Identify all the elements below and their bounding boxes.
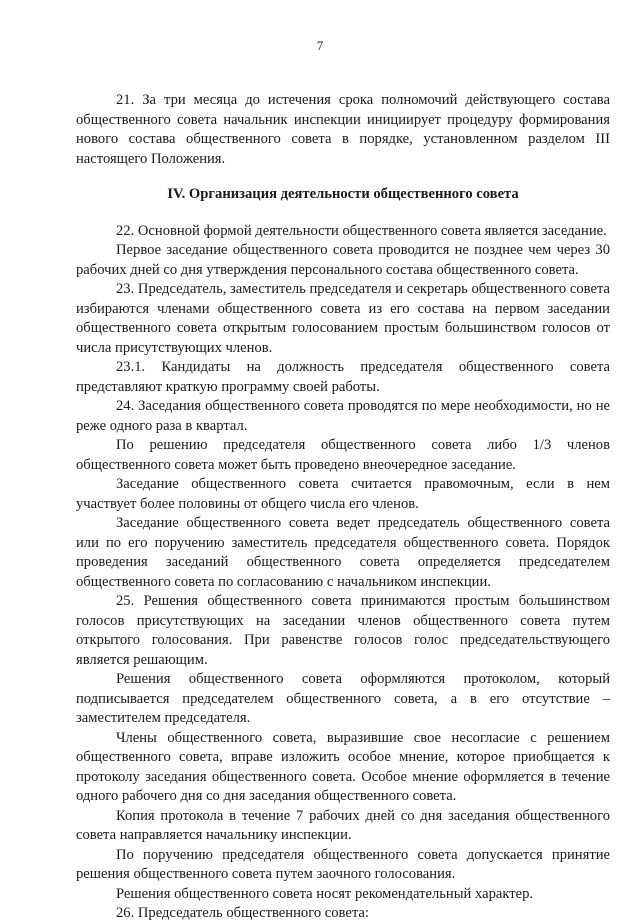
paragraph-22: 22. Основной формой деятельности общественного совета является заседание.: [116, 222, 607, 239]
paragraph-23: 23. Председатель, заместитель председателя и секретарь общественного совета избираются членами общественного совета из его состава на первом заседании общественного совета открытым голосованием простым большинством голосов от числа присутствующих членов.: [76, 281, 610, 356]
paragraph-25-copy: Копия протокола в течение 7 рабочих дней со дня заседания общественного совета направляется начальнику инспекции.: [76, 807, 610, 843]
document-body: [76, 91, 610, 924]
paragraph-24-quorum: Заседание общественного совета считается правомочным, если в нем участвует более половины от общего числа его членов.: [76, 476, 610, 512]
page-number: 7: [316, 38, 324, 53]
paragraph-25-advisory: Решения общественного совета носят рекомендательный характер.: [116, 885, 534, 902]
paragraph-25-absentee-vote: По поручению председателя общественного совета допускается принятие решения общественного совета путем заочного голосования.: [76, 846, 610, 882]
paragraph-25-dissent: Члены общественного совета, выразившие свое несогласие с решением общественного совета, вправе изложить особое мнение, которое приобщается к протоколу заседания общественного совета. Особое мнение оформляется в течение одного рабочего дня со дня заседания общественного совета.: [76, 729, 610, 804]
paragraph-22-first-meeting: Первое заседание общественного совета проводится не позднее чем через 30 рабочих дней со дня утверждения персонального состава общественного совета.: [76, 242, 610, 278]
paragraph-24-chairing: Заседание общественного совета ведет председатель общественного совета или по его поручению заместитель председателя общественного совета. Порядок проведения заседаний общественного совета определяется председателем общественного совета по согласованию с начальником инспекции.: [76, 515, 610, 590]
paragraph-25: 25. Решения общественного совета принимаются простым большинством голосов присутствующих на заседании членов общественного совета путем открытого голосования. При равенстве голосов голос председательствующего является решающим.: [76, 593, 610, 668]
paragraph-26: 26. Председатель общественного совета:: [116, 905, 369, 921]
paragraph-25-protocol: Решения общественного совета оформляются протоколом, который подписывается председателем общественного совета, а в его отсутствие – заместителем председателя.: [76, 671, 610, 726]
paragraph-23-1: 23.1. Кандидаты на должность председателя общественного совета представляют краткую программу своей работы.: [76, 359, 610, 395]
paragraph-24: 24. Заседания общественного совета проводятся по мере необходимости, но не реже одного раза в квартал.: [76, 398, 610, 434]
paragraph-24-extraordinary: По решению председателя общественного совета либо 1/3 членов общественного совета может быть проведено внеочередное заседание.: [76, 437, 610, 473]
paragraph-21: 21. За три месяца до истечения срока полномочий действующего состава общественного совета начальник инспекции инициирует процедуру формирования нового состава общественного совета в порядке, установленном разделом III настоящего Положения.: [76, 92, 610, 167]
section-heading: IV. Организация деятельности общественного совета: [167, 186, 519, 202]
